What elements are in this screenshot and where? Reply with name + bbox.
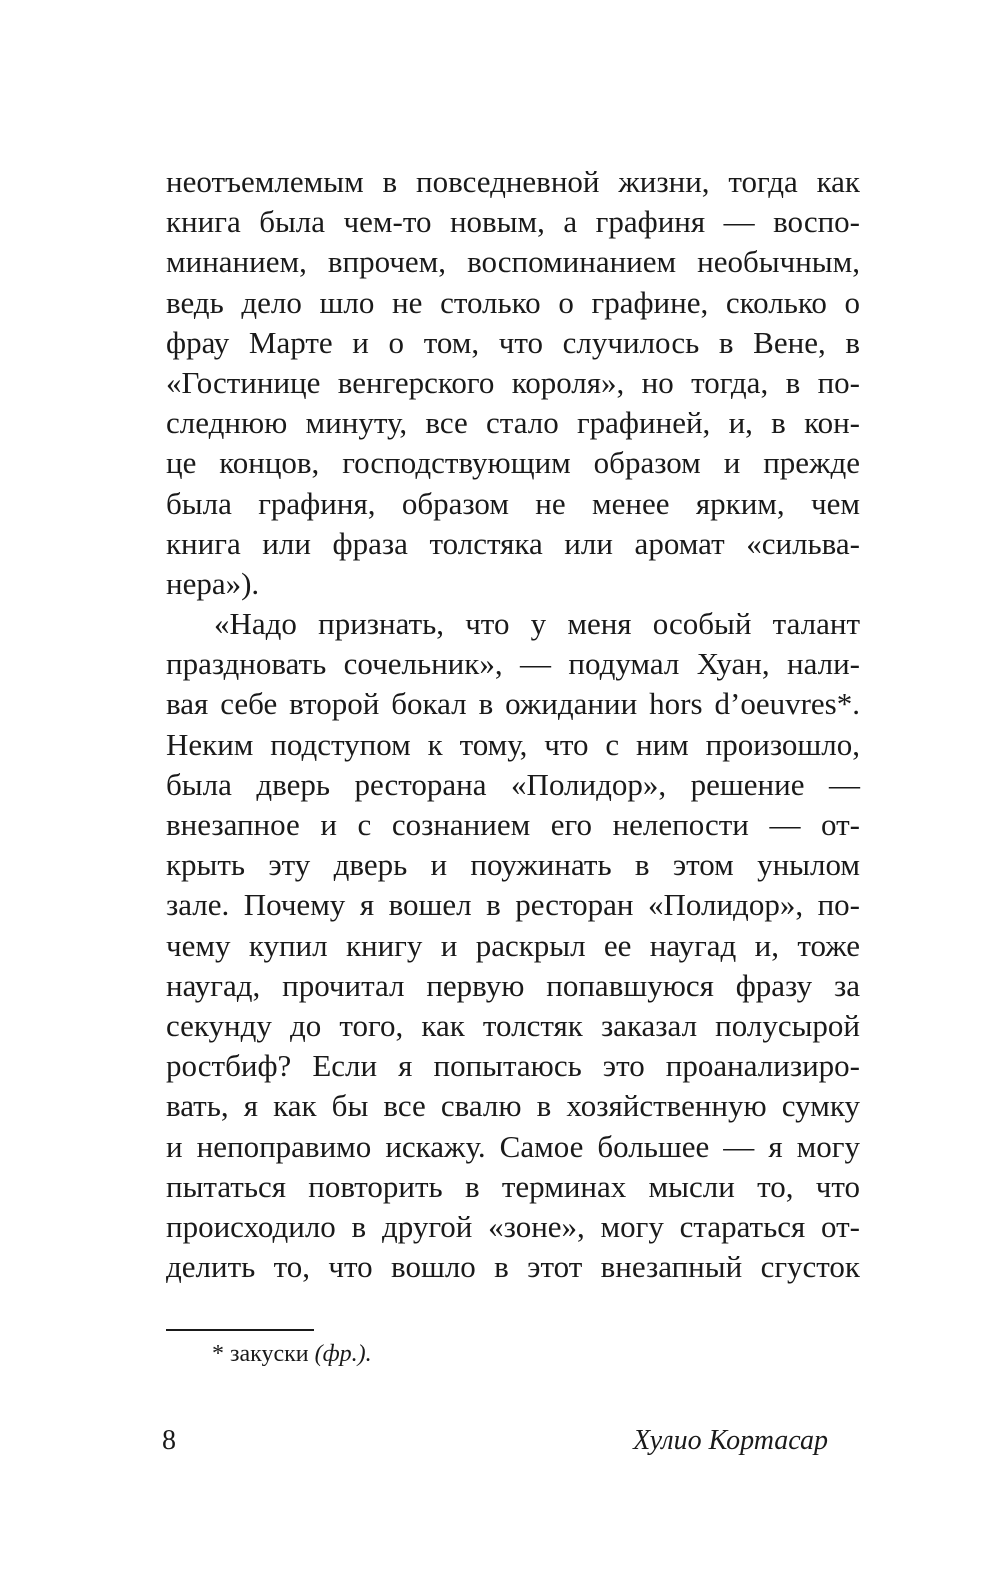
text-line: неотъемлемым в повседневной жизни, тогда как: [166, 164, 860, 199]
footnote-marker: *: [212, 1341, 224, 1367]
text-line: нера»).: [166, 565, 260, 601]
footnote-language-note: (фр.).: [314, 1341, 372, 1367]
text-line: Неким подступом к тому, что с ним произошло,: [166, 726, 860, 762]
footnote: [212, 1337, 372, 1371]
text-line: внезапное и с сознанием его нелепости — от-: [166, 807, 860, 842]
text-line: це концов, господствующим образом и прежде: [166, 445, 860, 481]
text-line: крыть эту дверь и поужинать в этом унылом: [166, 847, 860, 883]
footnote-divider: [166, 1329, 314, 1331]
text-line: происходило в другой «зоне», могу стараться от-: [166, 1208, 860, 1244]
text-line: и непоправимо искажу. Самое большее — я могу: [166, 1128, 860, 1164]
text-line: вать, я как бы все свалю в хозяйственную сумку: [166, 1088, 860, 1124]
text-line: чему купил книгу и раскрыл ее наугад и, тоже: [166, 927, 860, 963]
text-line: наугад, прочитал первую попавшуюся фразу за: [166, 967, 860, 1003]
text-line: ведь дело шло не столько о графине, сколько о: [166, 284, 860, 320]
text-line: следнюю минуту, все стало графиней, и, в кон-: [166, 405, 860, 441]
text-line: вая себе второй бокал в ожидании hors d’oeuvres*.: [166, 686, 860, 722]
text-line: зале. Почему я вошел в ресторан «Полидор», по-: [166, 887, 860, 923]
text-line: «Гостинице венгерского короля», но тогда, в по-: [166, 364, 860, 400]
text-line: пытаться повторить в терминах мысли то, что: [166, 1168, 860, 1204]
text-line: минанием, впрочем, воспоминанием необычным,: [166, 244, 860, 280]
text-line: была дверь ресторана «Полидор», решение —: [166, 766, 860, 802]
body-text: [166, 162, 860, 1287]
text-line: делить то, что вошло в этот внезапный сгусток: [166, 1249, 860, 1285]
author-name: Хулио Кортасар: [633, 1425, 828, 1456]
footnote-text: закуски: [230, 1341, 309, 1367]
text-line: праздновать сочельник», — подумал Хуан, нали-: [166, 646, 860, 682]
text-line: секунду до того, как толстяк заказал полусырой: [166, 1007, 860, 1043]
text-line: книга была чем-то новым, а графиня — воспо-: [166, 204, 860, 240]
text-line: была графиня, образом не менее ярким, чем: [166, 485, 860, 521]
text-line: ростбиф? Если я попытаюсь это проанализиро-: [166, 1048, 860, 1084]
page-number: 8: [162, 1425, 176, 1456]
paragraph-first-line: «Надо признать, что у меня особый талант: [214, 606, 860, 642]
text-line: фрау Марте и о том, что случилось в Вене, в: [166, 324, 860, 360]
text-line: книга или фраза толстяка или аромат «сильва-: [166, 525, 860, 561]
